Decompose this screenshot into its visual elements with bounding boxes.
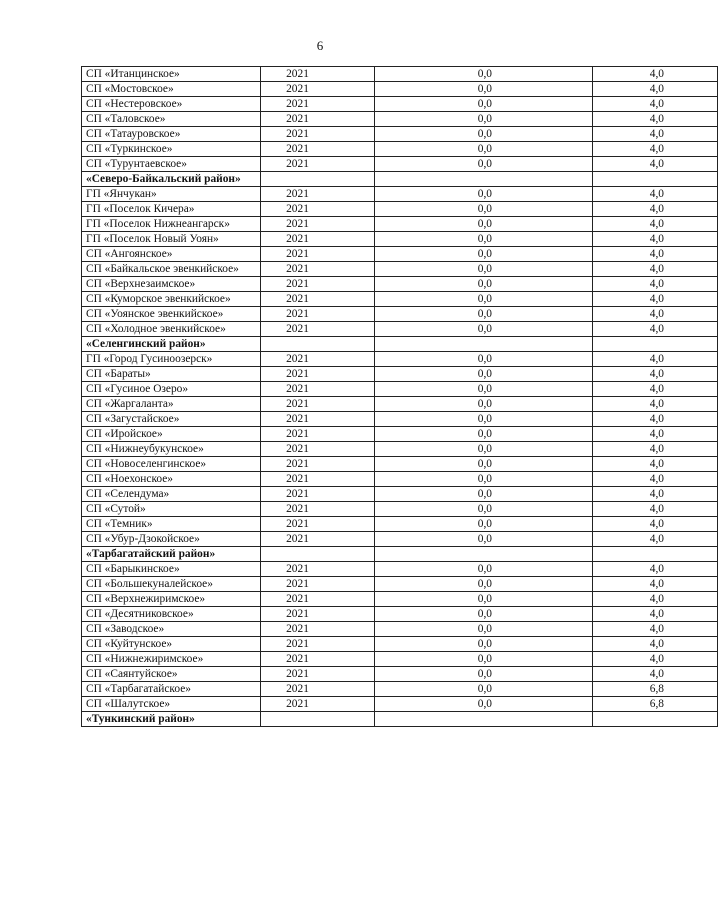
cell-settlement-name: СП «Верхнезаимское» [82,277,261,292]
cell-value-2: 4,0 [593,532,718,547]
cell-value-2 [593,547,718,562]
cell-year: 2021 [261,277,375,292]
cell-settlement-name: СП «Таловское» [82,112,261,127]
cell-value-2: 4,0 [593,277,718,292]
table-row [82,607,718,622]
cell-year: 2021 [261,67,375,82]
cell-value-1: 0,0 [375,382,593,397]
cell-year: 2021 [261,502,375,517]
table-row [82,247,718,262]
cell-value-1 [375,172,593,187]
table-row [82,352,718,367]
cell-value-2: 4,0 [593,607,718,622]
table-row [82,652,718,667]
cell-value-1: 0,0 [375,427,593,442]
cell-value-2: 4,0 [593,442,718,457]
cell-settlement-name: СП «Нижнеубукунское» [82,442,261,457]
cell-value-1: 0,0 [375,457,593,472]
table-row [82,562,718,577]
table-row [82,472,718,487]
table-row [82,157,718,172]
cell-year: 2021 [261,247,375,262]
cell-year: 2021 [261,382,375,397]
cell-value-1: 0,0 [375,397,593,412]
cell-value-2 [593,337,718,352]
cell-value-2: 4,0 [593,262,718,277]
cell-year: 2021 [261,307,375,322]
table-row [82,637,718,652]
table-row [82,127,718,142]
cell-settlement-name: «Тункинский район» [82,712,261,727]
cell-value-2: 6,8 [593,697,718,712]
cell-value-2: 4,0 [593,307,718,322]
cell-settlement-name: ГП «Поселок Кичера» [82,202,261,217]
cell-value-2: 4,0 [593,67,718,82]
cell-year: 2021 [261,397,375,412]
cell-value-1: 0,0 [375,157,593,172]
table-row [82,232,718,247]
cell-settlement-name: СП «Уоянское эвенкийское» [82,307,261,322]
cell-value-1: 0,0 [375,607,593,622]
cell-value-2: 4,0 [593,412,718,427]
cell-year: 2021 [261,427,375,442]
cell-value-1: 0,0 [375,667,593,682]
district-header-row [82,337,718,352]
table-row [82,97,718,112]
cell-value-2: 4,0 [593,457,718,472]
cell-settlement-name: СП «Гусиное Озеро» [82,382,261,397]
cell-value-1: 0,0 [375,307,593,322]
cell-settlement-name: СП «Верхнежиримское» [82,592,261,607]
table-row [82,187,718,202]
cell-year: 2021 [261,232,375,247]
table-row [82,382,718,397]
cell-value-1: 0,0 [375,637,593,652]
cell-value-1: 0,0 [375,292,593,307]
cell-value-1: 0,0 [375,517,593,532]
cell-value-2: 4,0 [593,112,718,127]
cell-value-2: 4,0 [593,247,718,262]
table-row [82,517,718,532]
cell-settlement-name: СП «Мостовское» [82,82,261,97]
table-row [82,622,718,637]
table-row [82,487,718,502]
cell-year [261,712,375,727]
cell-year: 2021 [261,517,375,532]
settlements-table [81,66,718,727]
cell-year: 2021 [261,412,375,427]
cell-settlement-name: СП «Нижнежиримское» [82,652,261,667]
cell-settlement-name: СП «Барыкинское» [82,562,261,577]
cell-value-1: 0,0 [375,577,593,592]
cell-year: 2021 [261,292,375,307]
cell-value-2: 4,0 [593,397,718,412]
cell-year: 2021 [261,637,375,652]
cell-year: 2021 [261,142,375,157]
cell-year: 2021 [261,472,375,487]
cell-year [261,337,375,352]
cell-year: 2021 [261,607,375,622]
cell-settlement-name: СП «Иройское» [82,427,261,442]
cell-value-2: 4,0 [593,157,718,172]
cell-year: 2021 [261,457,375,472]
cell-settlement-name: СП «Тарбагатайское» [82,682,261,697]
cell-value-2: 4,0 [593,502,718,517]
cell-value-1: 0,0 [375,592,593,607]
cell-settlement-name: СП «Сутой» [82,502,261,517]
cell-year [261,172,375,187]
cell-value-2: 4,0 [593,382,718,397]
cell-value-1: 0,0 [375,82,593,97]
table-row [82,322,718,337]
cell-value-1 [375,547,593,562]
cell-value-2 [593,712,718,727]
table-row [82,262,718,277]
cell-settlement-name: СП «Темник» [82,517,261,532]
cell-settlement-name: СП «Загустайское» [82,412,261,427]
table-row [82,412,718,427]
cell-year: 2021 [261,352,375,367]
cell-value-1: 0,0 [375,127,593,142]
cell-value-2: 4,0 [593,427,718,442]
table-row [82,682,718,697]
cell-value-1: 0,0 [375,322,593,337]
cell-value-1 [375,712,593,727]
cell-settlement-name: СП «Новоселенгинское» [82,457,261,472]
cell-year: 2021 [261,592,375,607]
cell-value-1: 0,0 [375,412,593,427]
cell-value-1: 0,0 [375,202,593,217]
cell-value-1: 0,0 [375,262,593,277]
cell-settlement-name: ГП «Поселок Нижнеангарск» [82,217,261,232]
table-row [82,457,718,472]
cell-settlement-name: СП «Байкальское эвенкийское» [82,262,261,277]
table-row [82,202,718,217]
cell-year: 2021 [261,367,375,382]
cell-settlement-name: «Селенгинский район» [82,337,261,352]
cell-value-2: 4,0 [593,472,718,487]
district-header-row [82,172,718,187]
cell-value-2: 4,0 [593,127,718,142]
table-row [82,577,718,592]
table-row [82,667,718,682]
cell-value-2: 4,0 [593,292,718,307]
cell-value-1: 0,0 [375,217,593,232]
cell-value-2: 4,0 [593,637,718,652]
cell-settlement-name: СП «Заводское» [82,622,261,637]
cell-value-1: 0,0 [375,142,593,157]
table-row [82,367,718,382]
cell-value-1: 0,0 [375,442,593,457]
cell-year: 2021 [261,112,375,127]
cell-year: 2021 [261,262,375,277]
cell-year: 2021 [261,157,375,172]
cell-settlement-name: СП «Большекуналейское» [82,577,261,592]
cell-year: 2021 [261,532,375,547]
cell-settlement-name: СП «Куморское эвенкийское» [82,292,261,307]
cell-value-1: 0,0 [375,277,593,292]
table-row [82,592,718,607]
cell-value-2: 4,0 [593,577,718,592]
cell-settlement-name: СП «Нестеровское» [82,97,261,112]
cell-value-1: 0,0 [375,682,593,697]
cell-year: 2021 [261,442,375,457]
cell-year: 2021 [261,217,375,232]
table-row [82,502,718,517]
district-header-row [82,712,718,727]
cell-value-2: 4,0 [593,322,718,337]
cell-value-1: 0,0 [375,532,593,547]
table-row [82,292,718,307]
cell-value-1 [375,337,593,352]
cell-value-1: 0,0 [375,112,593,127]
cell-value-2: 4,0 [593,487,718,502]
cell-settlement-name: СП «Жаргаланта» [82,397,261,412]
table-body [82,67,718,727]
cell-settlement-name: СП «Итанцинское» [82,67,261,82]
table-row [82,142,718,157]
cell-value-1: 0,0 [375,562,593,577]
table-row [82,82,718,97]
cell-settlement-name: СП «Шалутское» [82,697,261,712]
cell-value-2: 4,0 [593,142,718,157]
cell-value-2: 4,0 [593,622,718,637]
cell-year: 2021 [261,622,375,637]
cell-settlement-name: СП «Селендума» [82,487,261,502]
cell-year: 2021 [261,682,375,697]
cell-settlement-name: СП «Татауровское» [82,127,261,142]
cell-value-2: 4,0 [593,187,718,202]
cell-settlement-name: «Тарбагатайский район» [82,547,261,562]
cell-value-2: 4,0 [593,202,718,217]
table-row [82,397,718,412]
table-row [82,442,718,457]
cell-settlement-name: СП «Туркинское» [82,142,261,157]
cell-settlement-name: ГП «Поселок Новый Уоян» [82,232,261,247]
cell-year: 2021 [261,322,375,337]
cell-year: 2021 [261,562,375,577]
table-row [82,307,718,322]
cell-settlement-name: ГП «Город Гусиноозерск» [82,352,261,367]
cell-year: 2021 [261,187,375,202]
cell-settlement-name: СП «Холодное эвенкийское» [82,322,261,337]
cell-value-2: 4,0 [593,652,718,667]
cell-settlement-name: «Северо-Байкальский район» [82,172,261,187]
cell-value-2: 4,0 [593,217,718,232]
cell-value-2: 4,0 [593,82,718,97]
cell-value-2: 4,0 [593,352,718,367]
cell-value-1: 0,0 [375,472,593,487]
table-row [82,67,718,82]
cell-value-1: 0,0 [375,232,593,247]
cell-year: 2021 [261,82,375,97]
cell-year: 2021 [261,127,375,142]
cell-value-1: 0,0 [375,67,593,82]
cell-value-1: 0,0 [375,247,593,262]
cell-value-1: 0,0 [375,652,593,667]
cell-value-2: 4,0 [593,667,718,682]
cell-value-2: 6,8 [593,682,718,697]
table-row [82,697,718,712]
cell-settlement-name: СП «Ноехонское» [82,472,261,487]
cell-value-2: 4,0 [593,562,718,577]
cell-settlement-name: СП «Убур-Дзокойское» [82,532,261,547]
cell-settlement-name: СП «Куйтунское» [82,637,261,652]
cell-settlement-name: СП «Турунтаевское» [82,157,261,172]
page-number: 6 [316,38,324,53]
cell-value-2: 4,0 [593,592,718,607]
cell-value-2: 4,0 [593,97,718,112]
cell-settlement-name: СП «Ангоянское» [82,247,261,262]
cell-year: 2021 [261,667,375,682]
cell-year: 2021 [261,652,375,667]
table-row [82,277,718,292]
cell-year [261,547,375,562]
cell-value-1: 0,0 [375,187,593,202]
table-row [82,427,718,442]
table-row [82,532,718,547]
cell-value-2: 4,0 [593,517,718,532]
cell-value-1: 0,0 [375,367,593,382]
cell-settlement-name: ГП «Янчукан» [82,187,261,202]
cell-value-2: 4,0 [593,232,718,247]
cell-settlement-name: СП «Бараты» [82,367,261,382]
cell-year: 2021 [261,97,375,112]
cell-year: 2021 [261,697,375,712]
cell-value-1: 0,0 [375,487,593,502]
cell-value-1: 0,0 [375,697,593,712]
cell-value-2: 4,0 [593,367,718,382]
cell-year: 2021 [261,577,375,592]
district-header-row [82,547,718,562]
cell-value-1: 0,0 [375,97,593,112]
cell-value-1: 0,0 [375,622,593,637]
table-row [82,112,718,127]
cell-value-2 [593,172,718,187]
cell-value-1: 0,0 [375,502,593,517]
cell-year: 2021 [261,487,375,502]
cell-year: 2021 [261,202,375,217]
table-row [82,217,718,232]
cell-settlement-name: СП «Десятниковское» [82,607,261,622]
cell-settlement-name: СП «Саянтуйское» [82,667,261,682]
cell-value-1: 0,0 [375,352,593,367]
